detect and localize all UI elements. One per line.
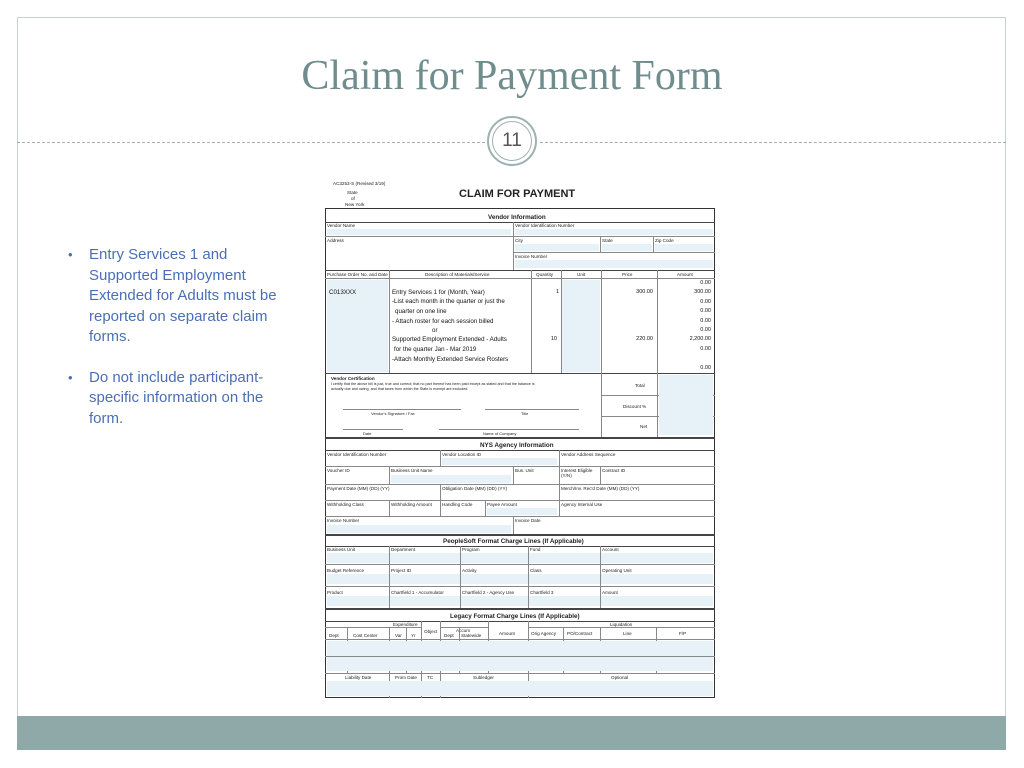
state-line: State	[347, 190, 358, 195]
vendor-cert-text: I certify that the above bill is just, true and correct; that no part thereof has been paid except as stated and that the balance is	[331, 382, 535, 386]
field-fill	[602, 244, 652, 251]
agency-field-label: Vendor Location ID	[442, 452, 482, 457]
rule	[389, 270, 390, 373]
rule	[600, 546, 601, 608]
bullet-text: Do not include participant-specific information on the form.	[89, 368, 264, 427]
date-label: Date	[363, 431, 372, 436]
ps-field-label: Chartfield 2 - Agency Use	[462, 590, 515, 595]
state-label: State	[602, 238, 613, 243]
col-header-quantity: Quantity	[536, 272, 554, 277]
field-fill	[487, 508, 557, 515]
amount-value: 0.00	[700, 318, 711, 324]
rule	[325, 546, 715, 547]
rule	[325, 236, 715, 237]
agency-field-label: Interest Eligible (Y/N)	[561, 468, 593, 478]
amount-value: 0.00	[700, 280, 711, 286]
quantity-value: 10	[550, 336, 557, 342]
agency-field-label: Withholding Amount	[391, 502, 432, 507]
agency-field-label: Handling Code	[442, 502, 473, 507]
discount-label: Discount %	[623, 404, 647, 409]
agency-field-label: Invoice Date	[515, 518, 541, 523]
vendor-title-label: Title	[521, 411, 529, 416]
col-header-po: Purchase Order No. and Date	[327, 272, 388, 277]
description-line: Entry Services 1 for (Month, Year)	[392, 289, 485, 296]
rule	[559, 484, 560, 500]
rule	[389, 466, 390, 484]
field-fill	[327, 525, 511, 533]
col-header-price: Price	[622, 272, 633, 277]
field-fill	[327, 229, 511, 235]
rule	[657, 373, 658, 437]
rule	[343, 409, 461, 410]
ps-field-label: Chartfield 3	[530, 590, 554, 595]
agency-field-label: Merch/Inv. Rec'd Date (MM) (DD) (YY)	[561, 486, 640, 491]
net-label: Net	[640, 424, 648, 429]
ps-field-label: Business Unit	[327, 547, 356, 552]
ps-field-label: Budget Reference	[327, 568, 365, 573]
ps-field-label: Class	[530, 568, 542, 573]
legacy-col-label: Dept	[329, 633, 339, 638]
price-value: 300.00	[636, 289, 653, 295]
rule	[600, 466, 601, 484]
agency-field-label: Bus. Unit	[515, 468, 534, 473]
field-fill	[655, 244, 713, 251]
quantity-value: 1	[555, 289, 559, 295]
form-title: CLAIM FOR PAYMENT	[459, 188, 576, 200]
field-fill	[327, 553, 713, 563]
bullet-list	[62, 245, 282, 449]
rule	[440, 484, 441, 500]
rule	[601, 373, 602, 437]
ps-field-label: Product	[327, 590, 343, 595]
agency-field-label: Invoice Number	[327, 518, 360, 523]
legacy-heading: Legacy Format Charge Lines (If Applicable)	[450, 613, 580, 620]
legacy-footer-label: TC	[427, 675, 434, 680]
rule	[325, 466, 715, 467]
po-number: C013XXX	[329, 289, 357, 296]
agency-field-label: Obligation Date (MM) (DD) (YY)	[442, 486, 508, 491]
title-divider-left	[17, 142, 485, 143]
legacy-col-label: F/P	[679, 631, 687, 636]
bullet-dot-icon: •	[68, 247, 73, 262]
rule	[653, 236, 654, 252]
description-line: for the quarter Jan - Mar 2019	[394, 346, 477, 353]
agency-field-label: Payment Date (MM) (DD) (YY)	[327, 486, 390, 491]
col-header-unit: Unit	[577, 272, 586, 277]
rule	[325, 608, 715, 610]
rule	[325, 586, 715, 587]
state-line: New York	[345, 202, 365, 207]
field-fill	[391, 475, 511, 483]
field-fill	[515, 229, 713, 235]
rule	[389, 546, 390, 608]
rule	[460, 546, 461, 608]
legacy-amount-label: Amount	[499, 631, 515, 636]
claim-form-image	[325, 178, 715, 698]
rule	[439, 429, 579, 430]
agency-field-label: Voucher ID	[327, 468, 350, 473]
ps-field-label: Operating Unit	[602, 568, 632, 573]
rule	[513, 466, 514, 484]
rule	[325, 534, 715, 536]
legacy-col-label: Line	[623, 631, 632, 636]
rule	[440, 450, 441, 466]
col-header-description: Description of Materials/Service	[425, 272, 490, 277]
agency-field-label: Vendor Identification Number	[327, 452, 387, 457]
ps-field-label: Project ID	[391, 568, 412, 573]
rule	[325, 484, 715, 485]
ps-field-label: Activity	[462, 568, 477, 573]
ps-field-label: Fund	[530, 547, 541, 552]
vendor-signature-label: Vendor's Signature / Fax	[371, 411, 415, 416]
bullet-item	[62, 368, 282, 430]
page-number: 11	[492, 121, 532, 161]
field-fill	[327, 681, 713, 696]
field-fill	[515, 260, 713, 268]
bullet-dot-icon: •	[68, 369, 73, 385]
legacy-col-label: Orig Agency	[531, 631, 557, 636]
ps-field-label: Chartfield 1 - Accumulator	[391, 590, 444, 595]
rule	[513, 252, 715, 253]
peoplesoft-heading: PeopleSoft Format Charge Lines (If Applicable)	[443, 538, 584, 545]
description-line: -List each month in the quarter or just the	[392, 298, 505, 305]
agency-field-label: Payee Amount	[487, 502, 517, 507]
field-fill	[659, 375, 713, 435]
rule	[559, 466, 560, 484]
amount-value: 2,200.00	[689, 336, 711, 342]
description-line: quarter on one line	[395, 308, 447, 315]
rule	[528, 627, 715, 628]
vendor-cert-heading: Vendor Certification	[331, 376, 375, 381]
agency-info-heading: NYS Agency Information	[480, 442, 554, 449]
rule	[325, 516, 715, 517]
legacy-col-label: Cost Center	[353, 633, 378, 638]
agency-field-label: Agency Internal Use	[561, 502, 603, 507]
field-fill	[515, 244, 599, 251]
field-fill	[442, 458, 557, 465]
col-header-amount: Amount	[677, 272, 693, 277]
legacy-col-label: Statewide	[461, 633, 482, 638]
legacy-object-label: Object	[424, 629, 438, 634]
amount-value: 0.00	[700, 327, 711, 333]
legacy-col-label: Var	[395, 633, 402, 638]
agency-field-label: Withholding Class	[327, 502, 364, 507]
description-line: - Attach roster for each session billed	[392, 318, 494, 325]
total-label: Total	[635, 383, 645, 388]
ps-field-label: Amount	[602, 590, 618, 595]
legacy-group-label: Expenditure	[393, 622, 418, 627]
rule	[559, 450, 560, 466]
field-fill	[327, 574, 713, 584]
vendor-cert-text: actually due and owing, and that taxes from which the State is exempt are excluded.	[331, 387, 469, 391]
amount-value: 0.00	[700, 346, 711, 352]
rule	[440, 500, 441, 516]
rule	[601, 270, 602, 373]
rule	[559, 500, 560, 516]
legacy-footer-label: Liability Date	[345, 675, 372, 680]
legacy-col-label: Yr	[411, 633, 416, 638]
rule	[343, 429, 403, 430]
company-label: Name of Company	[483, 431, 517, 436]
amount-value: 300.00	[694, 289, 711, 295]
zip-label: Zip Code	[655, 238, 674, 243]
rule	[325, 564, 715, 565]
description-line: or	[432, 327, 438, 334]
rule	[325, 621, 715, 622]
form-code: AC3253-S (Revised 3/19)	[333, 181, 386, 186]
legacy-accum-label: Accum	[456, 628, 471, 633]
state-line: of	[351, 196, 355, 201]
title-divider-right	[540, 142, 1006, 143]
legacy-footer-label: Subledger	[473, 675, 494, 680]
legacy-col-label: Dept	[444, 633, 454, 638]
legacy-group-label: Liquidation	[610, 622, 633, 627]
vendor-id-label: Vendor Identification Number	[515, 223, 575, 228]
rule	[325, 500, 715, 501]
rule	[513, 516, 514, 534]
vendor-info-heading: Vendor Information	[488, 214, 546, 221]
legacy-footer-label: Optional	[611, 675, 629, 680]
bullet-text: Entry Services 1 and Supported Employment Extended for Adults must be reported on separate claim forms.	[89, 246, 277, 345]
city-label: City	[515, 238, 523, 243]
amount-value: 0.00	[700, 308, 711, 314]
ps-field-label: Program	[462, 547, 480, 552]
price-value: 220.00	[636, 336, 653, 342]
rule	[325, 437, 715, 439]
rule	[485, 409, 579, 410]
agency-field-label: Contract ID	[602, 468, 626, 473]
description-line: -Attach Monthly Extended Service Rosters	[392, 356, 509, 363]
legacy-footer-label: Prom Date	[395, 675, 417, 680]
invoice-number-label: Invoice Number	[515, 254, 548, 259]
description-line: Supported Employment Extended - Adults	[392, 336, 507, 343]
rule	[325, 673, 715, 674]
bullet-item	[62, 245, 282, 348]
rule	[531, 270, 532, 373]
rule	[325, 656, 715, 657]
ps-field-label: Department	[391, 547, 416, 552]
footer-band	[17, 716, 1006, 750]
amount-value: 0.00	[700, 299, 711, 305]
legacy-col-label: PO/Contract	[567, 631, 593, 636]
rule	[485, 500, 486, 516]
rule	[600, 236, 601, 252]
rule	[528, 546, 529, 608]
address-label: Address	[327, 238, 344, 243]
page-number-badge	[487, 116, 537, 166]
field-fill	[562, 280, 600, 372]
rule	[389, 500, 390, 516]
agency-field-label: Vendor Address Sequence	[561, 452, 616, 457]
rule	[513, 222, 514, 270]
field-fill	[327, 596, 713, 606]
ps-field-label: Account	[602, 547, 619, 552]
slide-title: Claim for Payment Form	[301, 53, 723, 99]
vendor-name-label: Vendor Name	[327, 223, 356, 228]
agency-field-label: Business Unit Name	[391, 468, 433, 473]
rule	[325, 450, 715, 451]
amount-value: 0.00	[700, 365, 711, 371]
